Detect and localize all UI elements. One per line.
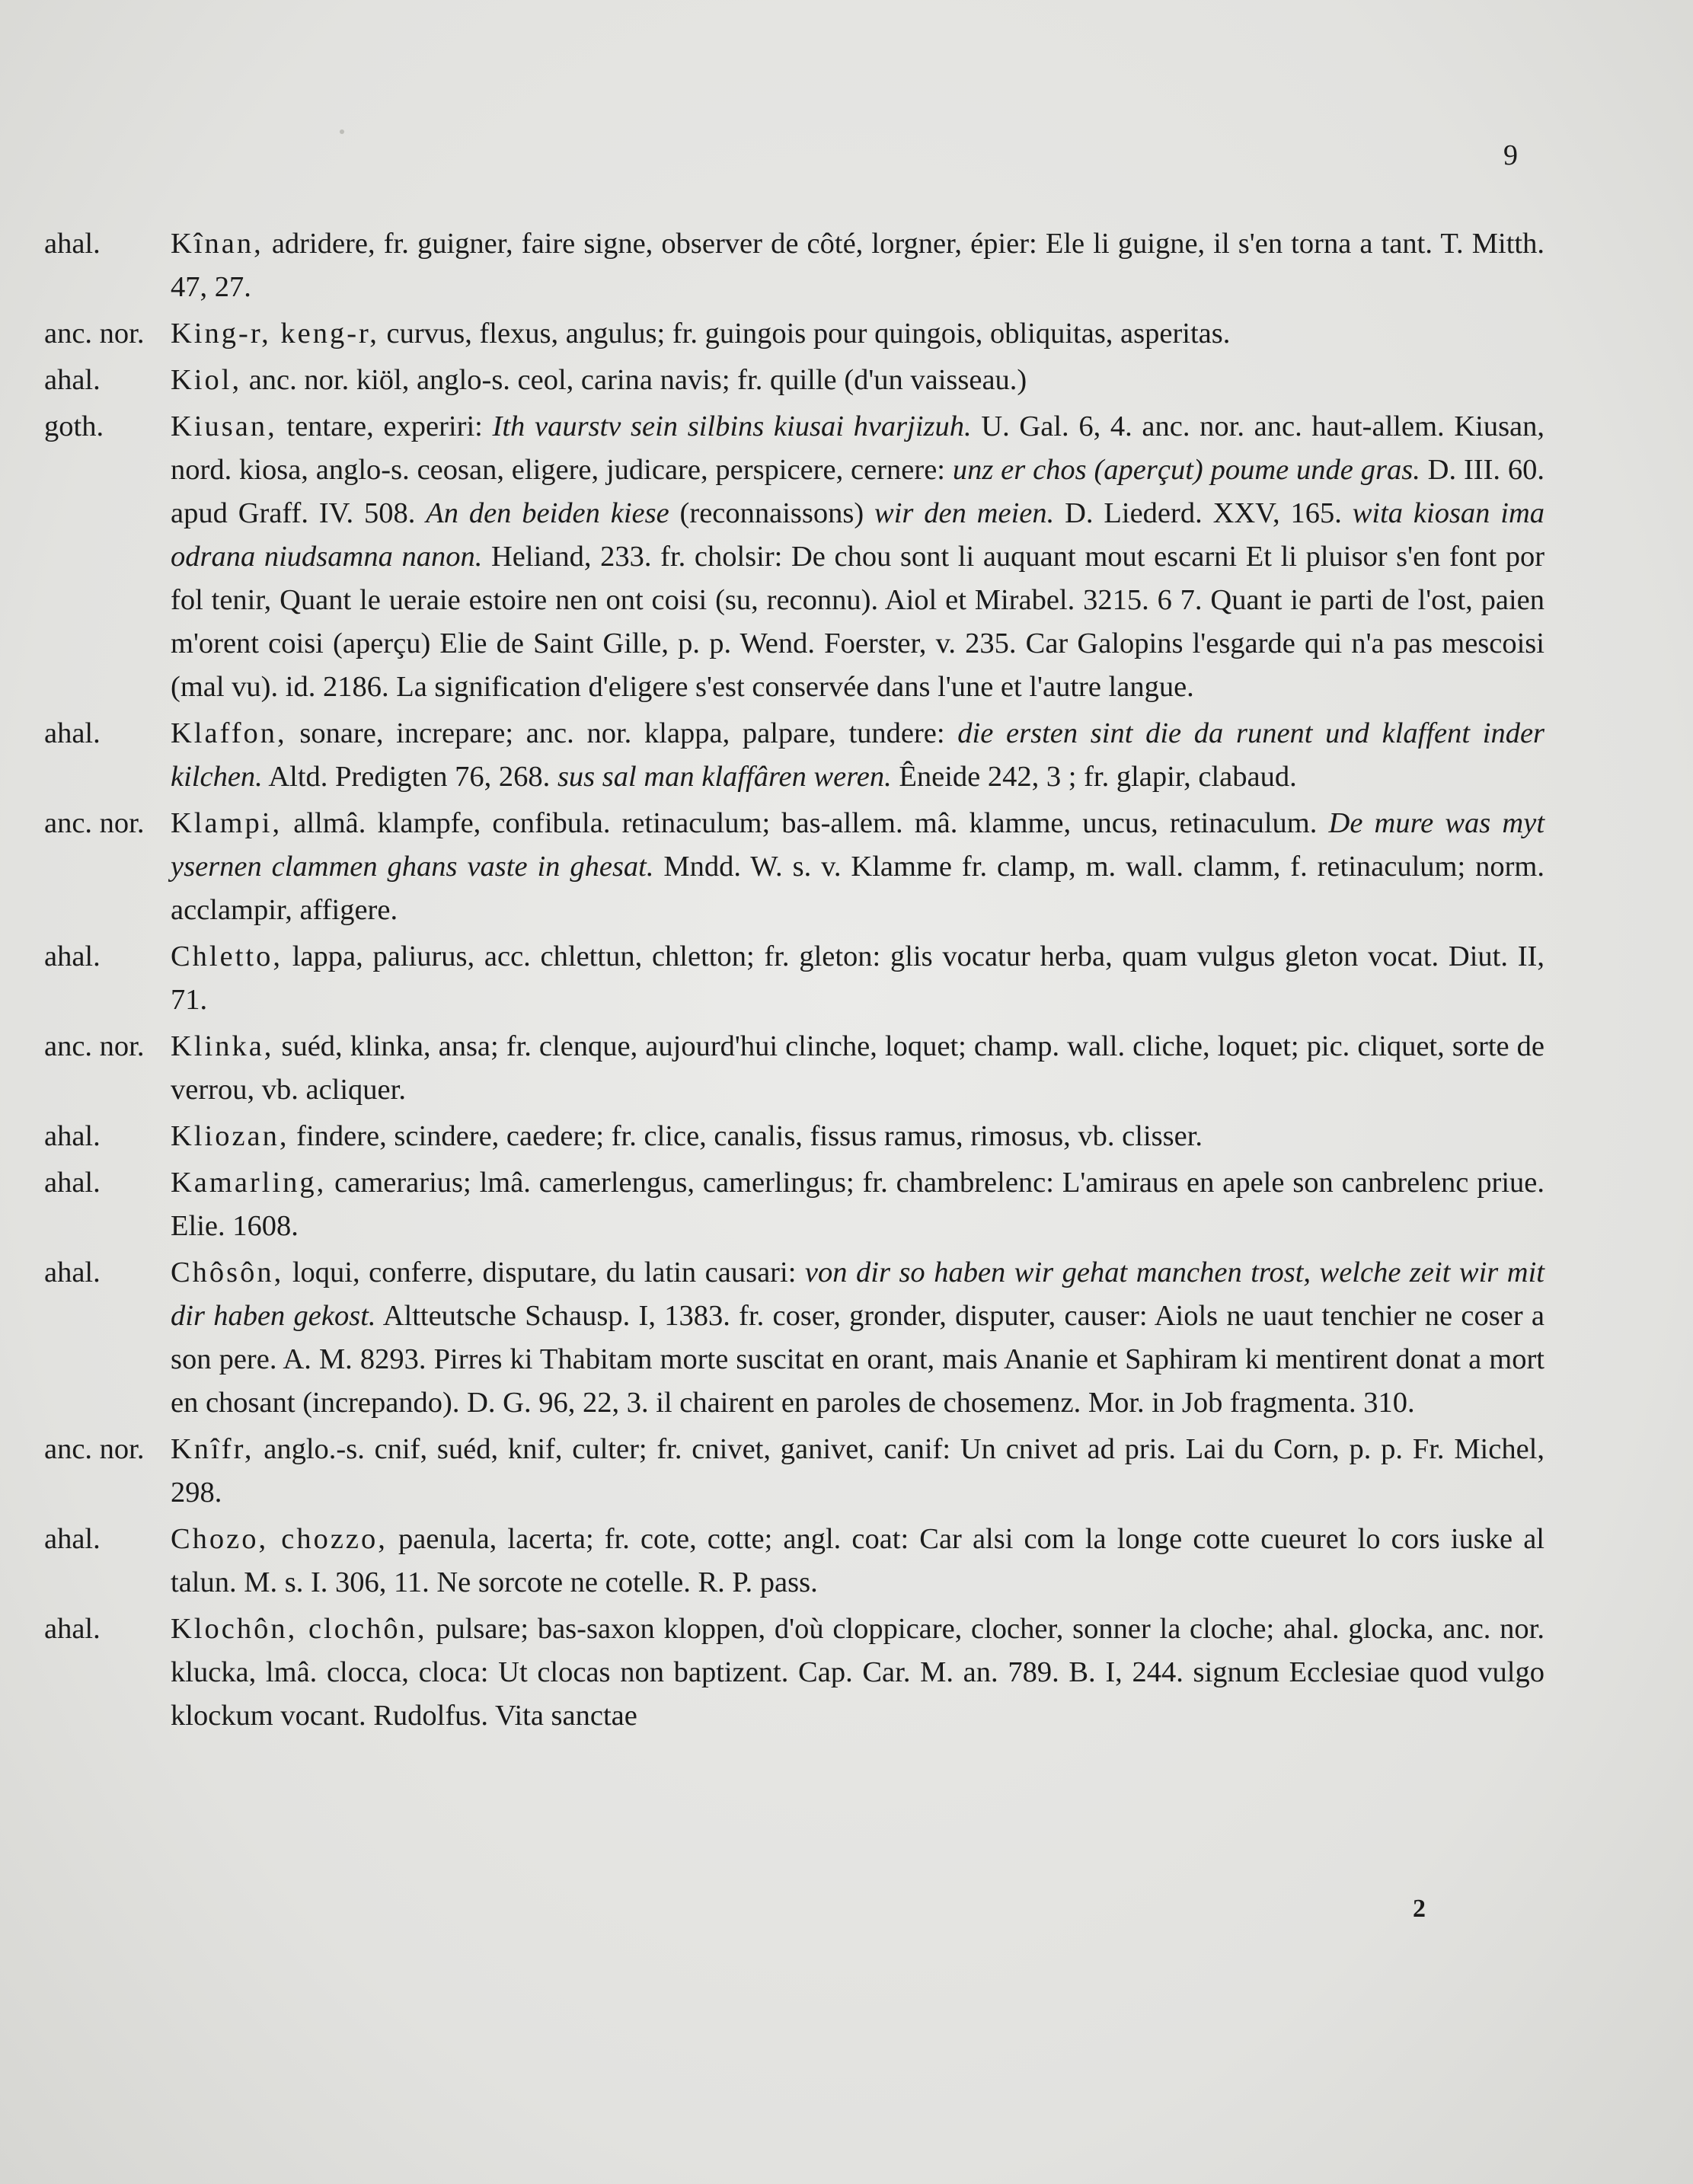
definition: anc. nor. kiöl, anglo-s. ceol, carina navis; fr. quille (d'un vaisseau.) — [248, 364, 1027, 396]
entry-klinka — [44, 1025, 1544, 1112]
language-label: ahal. — [44, 1256, 101, 1288]
definition-continued: Heliand, 233. fr. cholsir: De chou sont li auquant mout escarni Et li pluisor s'en font por fol tenir, Quant le ueraie estoire nen ont coisi (su, reconnu). Aiol et Mirabel. 3215. 6 7. Quant ie parti de l'ost, paien m'orent coisi (aperçu) Elie de Saint Gille, p. p. Wend. Foerster, v. 235. Car Galopins l'esgarde qui n'a pas mescoisi (mal vu). id. 2186. La signification d'eligere s'est conservée dans l'une et l'autre langue. — [171, 541, 1545, 703]
citation: D. III. 60. apud Graff. IV. 508. — [171, 454, 1544, 529]
definition: allmâ. klampfe, confibula. retinaculum; bas-allem. mâ. klamme, uncus, retinaculum. — [293, 807, 1318, 839]
dictionary-entries — [44, 222, 1544, 1741]
language-label: ahal. — [44, 1523, 101, 1555]
entry-klaffon — [44, 712, 1544, 799]
lemma: Klochôn, clochôn, — [171, 1613, 427, 1645]
definition: pulsare; bas-saxon kloppen, d'où cloppicare, clocher, sonner la cloche; ahal. glocka, anc. nor. klucka, lmâ. clocca, cloca: Ut clocas non baptizent. Cap. Car. M. an. 789. B. I, 244. signum Ecclesiae quod vulgo klockum vocant. Rudolfus. Vita sanctae — [171, 1613, 1544, 1732]
entry-kiusan — [44, 405, 1544, 709]
language-label: ahal. — [44, 364, 101, 396]
quotation: wir den meien. — [874, 497, 1055, 529]
language-label: ahal. — [44, 940, 101, 972]
signature-mark: 2 — [1413, 1895, 1426, 1923]
citation: Altd. Predigten 76, 268. — [268, 761, 551, 793]
definition: curvus, flexus, angulus; fr. guingois pour quingois, obliquitas, asperitas. — [386, 318, 1231, 350]
quotation: De mure was myt ysernen clammen ghans vaste in ghesat. — [171, 807, 1545, 883]
lemma: Klaffon, — [171, 717, 287, 749]
language-label: ahal. — [44, 1613, 101, 1645]
quotation: wita kiosan ima odrana niudsamna nanon. — [171, 497, 1545, 573]
lemma: Kiusan, — [171, 410, 277, 442]
definition-continued: Altteutsche Schausp. I, 1383. fr. coser, gronder, disputer, causer: Aiols ne uaut tenchier ne coser a son pere. A. M. 8293. Pirres ki Thabitam morte suscitat en orant, mais Ananie et Saphiram ki mentirent donat a mort en chosant (increpando). D. G. 96, 22, 3. il chairent en paroles de chosemenz. Mor. in Job fragmenta. 310. — [171, 1300, 1544, 1419]
definition: adridere, fr. guigner, faire signe, observer de côté, lorgner, épier: Ele li guigne, il s'en torna a tant. T. Mitth. 47, 27. — [171, 228, 1544, 303]
quotation: An den beiden kiese — [426, 497, 669, 529]
language-label: anc. nor. — [44, 1433, 145, 1465]
lemma: Chozo, chozzo, — [171, 1523, 388, 1555]
entry-choson — [44, 1251, 1544, 1425]
language-label: ahal. — [44, 1120, 101, 1152]
quotation: Ith vaurstv sein silbins kiusai hvarjizuh. — [492, 410, 972, 442]
entry-knifr — [44, 1428, 1544, 1515]
lemma: Knîfr, — [171, 1433, 254, 1465]
definition: anglo.-s. cnif, suéd, knif, culter; fr. cnivet, ganivet, canif: Un cnivet ad pris. Lai du Corn, p. p. Fr. Michel, 298. — [171, 1433, 1545, 1509]
definition: findere, scindere, caedere; fr. clice, canalis, fissus ramus, rimosus, vb. clisser. — [296, 1120, 1203, 1152]
entry-klochon — [44, 1608, 1544, 1738]
entry-klampi — [44, 802, 1544, 932]
entry-kamarling — [44, 1161, 1544, 1248]
lemma: Kamarling, — [171, 1167, 327, 1199]
entry-chletto — [44, 935, 1544, 1022]
entry-chozo — [44, 1518, 1544, 1604]
lemma: Chôsôn, — [171, 1256, 284, 1288]
language-label: anc. nor. — [44, 318, 145, 350]
citation: D. Liederd. XXV, 165. — [1065, 497, 1342, 529]
definition: suéd, klinka, ansa; fr. clenque, aujourd'hui clinche, loquet; champ. wall. cliche, loquet; pic. cliquet, sorte de verrou, vb. acliquer. — [171, 1030, 1544, 1106]
lemma: King-r, keng-r, — [171, 318, 379, 350]
entry-king-r — [44, 312, 1544, 356]
definition-continued: U. Gal. 6, 4. anc. nor. anc. haut-allem. Kiusan, nord. kiosa, anglo-s. ceosan, eligere, judicare, perspicere, cernere: — [171, 410, 1545, 486]
entry-kliozan — [44, 1115, 1544, 1158]
language-label: anc. nor. — [44, 1030, 145, 1062]
language-label: ahal. — [44, 1167, 101, 1199]
entry-kiol — [44, 359, 1544, 402]
language-label: goth. — [44, 410, 104, 442]
lemma: Kliozan, — [171, 1120, 289, 1152]
quotation: unz er chos (aperçut) poume unde gras. — [952, 454, 1420, 486]
definition: camerarius; lmâ. camerlengus, camerlingus; fr. chambrelenc: L'amiraus en apele son canbrelenc priue. Elie. 1608. — [171, 1167, 1544, 1242]
definition: sonare, increpare; anc. nor. klappa, palpare, tundere: — [299, 717, 945, 749]
definition: tentare, experiri: — [286, 410, 483, 442]
language-label: ahal. — [44, 717, 101, 749]
lemma: Kînan, — [171, 228, 264, 260]
page-number: 9 — [1503, 139, 1518, 171]
language-label: anc. nor. — [44, 807, 145, 839]
entry-kinan — [44, 222, 1544, 309]
lemma: Klinka, — [171, 1030, 274, 1062]
definition-continued: Mndd. W. s. v. Klamme fr. clamp, m. wall. clamm, f. retinaculum; norm. acclampir, affigere. — [171, 851, 1544, 926]
definition-continued: Êneide 242, 3 ; fr. glapir, clabaud. — [899, 761, 1297, 793]
quotation: die ersten sint die da runent und klaffent inder kilchen. — [171, 717, 1545, 793]
lemma: Kiol, — [171, 364, 242, 396]
quotation: von dir so haben wir gehat manchen trost, welche zeit wir mit dir haben gekost. — [171, 1256, 1544, 1332]
gloss: (reconnaissons) — [679, 497, 864, 529]
lemma: Chletto, — [171, 940, 283, 972]
definition: loqui, conferre, disputare, du latin causari: — [292, 1256, 797, 1288]
language-label: ahal. — [44, 228, 101, 260]
ink-speck — [340, 129, 344, 134]
definition: lappa, paliurus, acc. chlettun, chletton; fr. gleton: glis vocatur herba, quam vulgus gleton vocat. Diut. II, 71. — [171, 940, 1545, 1016]
definition: paenula, lacerta; fr. cote, cotte; angl. coat: Car alsi com la longe cotte cueuret lo cors iuske al talun. M. s. I. 306, 11. Ne sorcote ne cotelle. R. P. pass. — [171, 1523, 1544, 1598]
quotation: sus sal man klaffâren weren. — [557, 761, 892, 793]
lemma: Klampi, — [171, 807, 283, 839]
